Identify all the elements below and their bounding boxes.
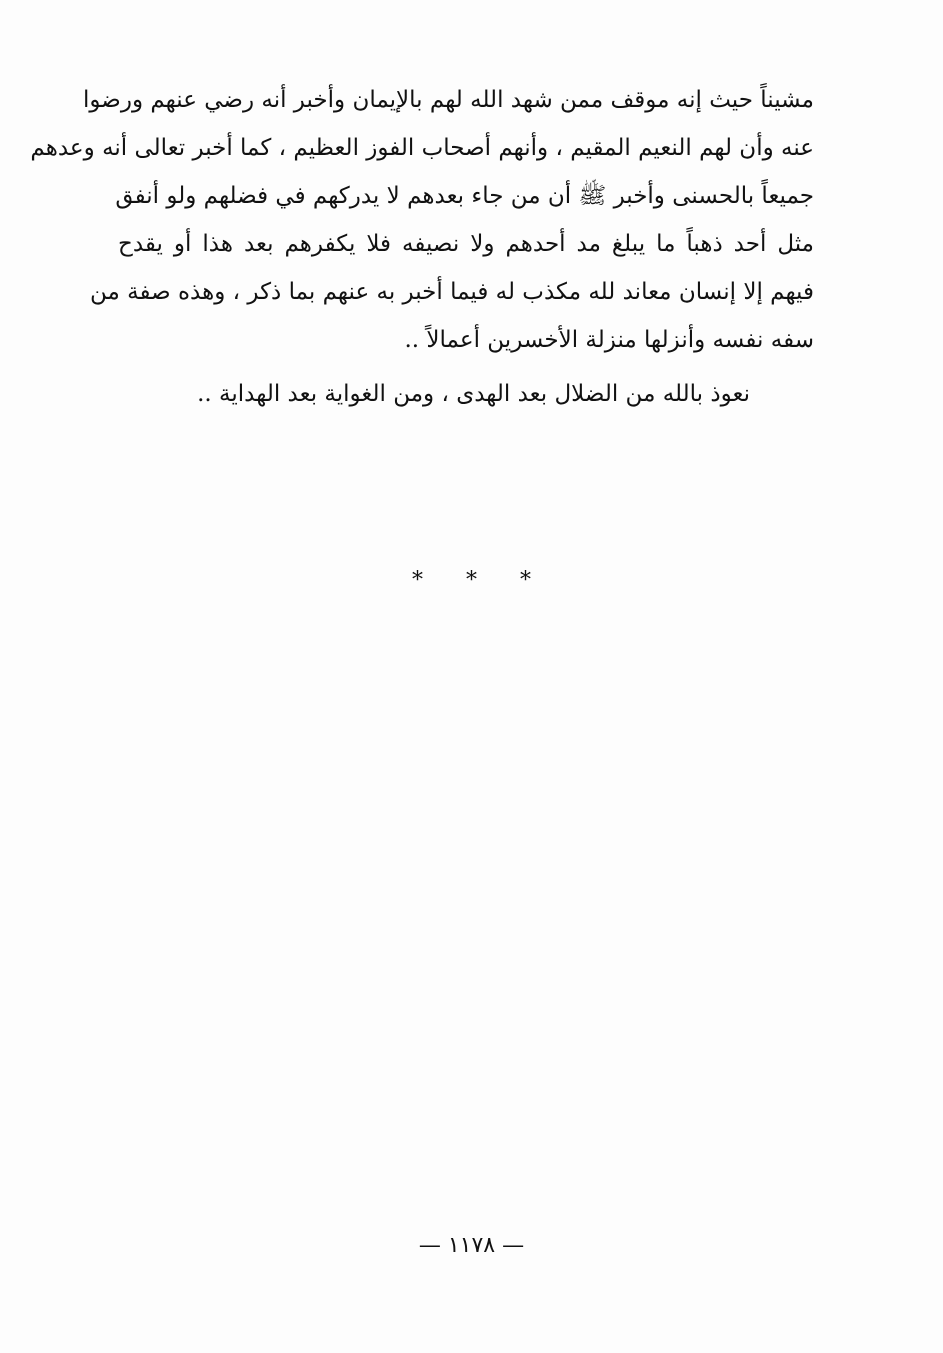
text-line: سفه نفسه وأنزلها منزلة الأخسرين أعمالاً .. bbox=[404, 327, 814, 353]
section-separator: * * * bbox=[412, 568, 549, 593]
body-paragraph bbox=[30, 76, 814, 364]
closing-line: نعوذ بالله من الضلال بعد الهدى ، ومن الغواية بعد الهداية .. bbox=[197, 381, 750, 407]
text-line: عنه وأن لهم النعيم المقيم ، وأنهم أصحاب الفوز العظيم ، كما أخبر تعالى أنه وعدهم bbox=[30, 135, 814, 161]
text-line: مثل أحد ذهباً ما يبلغ مد أحدهم ولا نصيفه فلا يكفرهم بعد هذا أو يقدح bbox=[118, 231, 814, 257]
page-number: — ١١٧٨ — bbox=[418, 1233, 525, 1258]
text-line: فيهم إلا إنسان معاند لله مكذب له فيما أخبر به عنهم بما ذكر ، وهذه صفة من bbox=[90, 279, 814, 305]
text-line: مشيناً حيث إنه موقف ممن شهد الله لهم بالإيمان وأخبر أنه رضي عنهم ورضوا bbox=[83, 87, 814, 113]
text-line: جميعاً بالحسنى وأخبر ﷺ أن من جاء بعدهم لا يدركهم في فضلهم ولو أنفق bbox=[115, 183, 814, 209]
